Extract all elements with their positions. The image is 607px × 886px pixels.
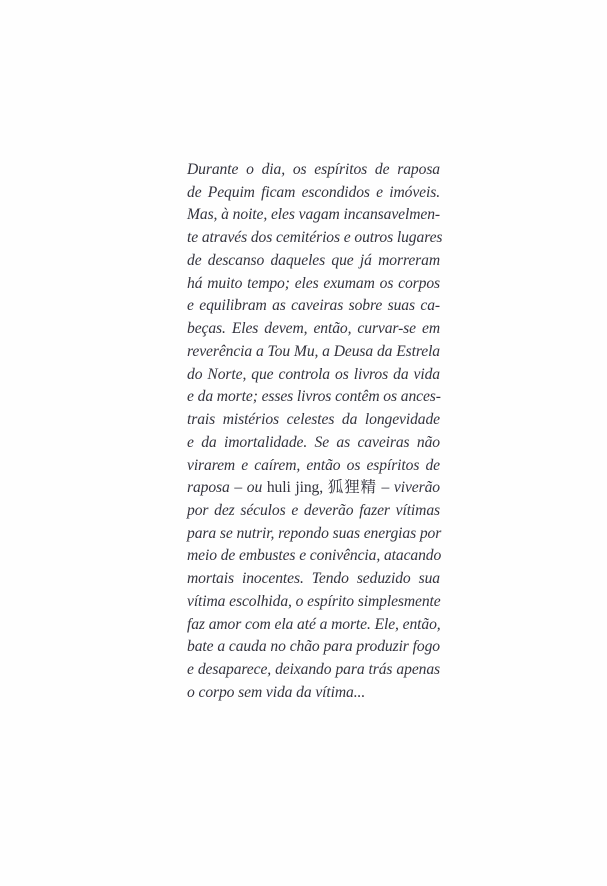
quote-segment-roman-huli-jing: huli jing, 狐狸精 [266,479,377,497]
quote-line: por dez séculos e deverão fazer vítimas [187,502,440,520]
quote-line: o corpo sem vida da vítima... [187,683,366,701]
quote-line: do Norte, que controla os livros da vida [187,365,440,383]
epigraph-quote [187,159,443,705]
quote-line: Durante o dia, os espíritos de raposa [187,161,440,178]
quote-line: de descanso daqueles que já morreram [187,251,440,269]
quote-line: e da imortalidade. Se as caveiras não [187,433,440,451]
quote-line: há muito tempo; eles exumam os corpos [187,274,440,292]
quote-line: para se nutrir, repondo suas energias por [187,524,442,542]
quote-line: Mas, à noite, eles vagam incansavelmen- [187,206,440,224]
quote-line: te através dos cemitérios e outros lugares [187,229,443,247]
quote-line: vítima escolhida, o espírito simplesmente [187,592,441,610]
quote-line: beças. Eles devem, então, curvar-se em [187,320,440,338]
quote-line: reverência a Tou Mu, a Deusa da Estrela [187,342,440,360]
quote-line: de Pequim ficam escondidos e imóveis. [187,183,440,201]
quote-segment-italic: raposa – ou [187,479,267,497]
quote-line: trais mistérios celestes da longevidade [187,411,440,429]
quote-line-huli-jing [187,477,440,500]
quote-line: mortais inocentes. Tendo seduzido sua [187,570,440,588]
quote-segment-italic: – viverão [376,479,440,497]
quote-line: e da morte; esses livros contêm os ances- [187,388,441,406]
quote-line: virarem e caírem, então os espíritos de [187,456,440,474]
quote-line: meio de embustes e conivência, atacando [187,547,442,565]
quote-line: e equilibram as caveiras sobre suas ca- [187,297,440,315]
quote-line: e desaparece, deixando para trás apenas [187,661,440,679]
quote-line: faz amor com ela até a morte. Ele, então, [187,615,441,633]
quote-line: bate a cauda no chão para produzir fogo [187,638,440,656]
